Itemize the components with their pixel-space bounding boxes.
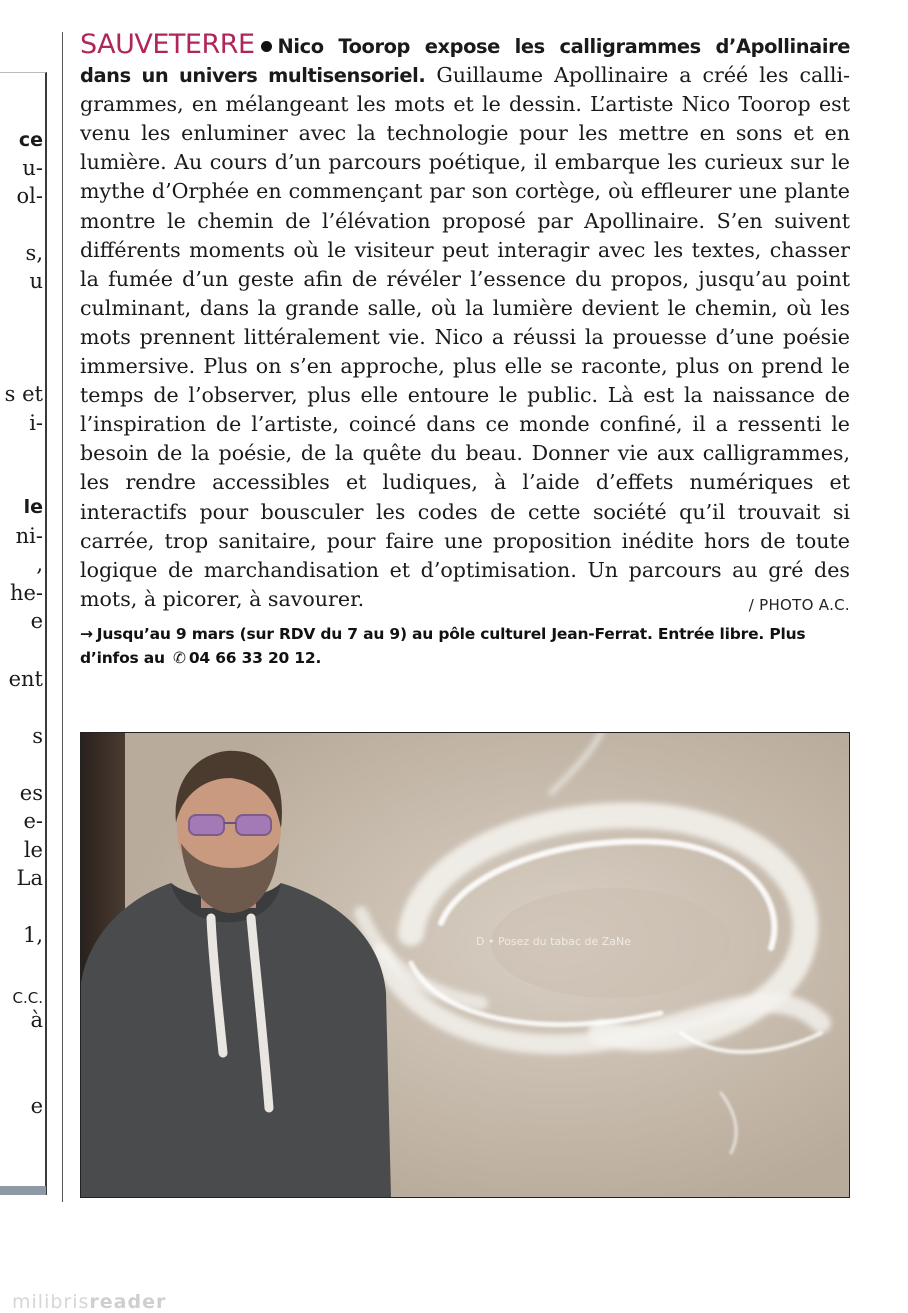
adjacent-column-fragment: es <box>19 781 43 805</box>
watermark-suffix: reader <box>89 1291 167 1313</box>
artist-portrait <box>81 733 411 1197</box>
adjacent-column-fragment: u- <box>22 156 43 180</box>
info-line <box>80 622 850 670</box>
adjacent-column-fragment: le <box>23 496 43 518</box>
photo-credit: / PHOTO A.C. <box>748 595 850 614</box>
adjacent-column-fragment: e <box>30 609 43 633</box>
adjacent-column-fragment: ce <box>18 129 43 151</box>
adjacent-column-fragment: s et <box>4 382 43 406</box>
adjacent-column-fragment: , <box>36 552 43 576</box>
article-text <box>80 30 850 614</box>
article <box>80 30 850 670</box>
adjacent-column-fragment: s, <box>25 241 43 265</box>
article-headline: Nico Toorop expose les calligrammes d’Apollinaire dans un univers multisensoriel. <box>80 35 850 88</box>
milibris-reader-watermark <box>12 1291 166 1313</box>
phone-number: 04 66 33 20 12. <box>188 648 322 667</box>
adjacent-column-fragment: La <box>16 866 43 890</box>
bullet-icon <box>261 41 272 52</box>
article-photo <box>80 732 850 1198</box>
adjacent-column-fragment: à <box>30 1008 43 1032</box>
projected-text: D • Posez du tabac de ZaNe <box>476 935 631 948</box>
adjacent-column-fragment: ent <box>8 667 43 691</box>
adjacent-column-fragment: e <box>30 1094 43 1118</box>
adjacent-column <box>0 72 47 1195</box>
column-divider <box>62 32 63 1202</box>
info-text: Jusqu’au 9 mars (sur RDV du 7 au 9) au pôle culturel Jean-Ferrat. Entrée libre. Plus d’infos au <box>80 624 806 667</box>
adjacent-column-fragment: ni- <box>15 524 43 548</box>
column-footer-bar <box>0 1186 46 1195</box>
phone-icon: ✆ <box>173 648 186 667</box>
adjacent-column-fragment: 1, <box>22 923 43 947</box>
adjacent-column-fragment: u <box>29 269 43 293</box>
watermark-prefix: milibris <box>12 1291 90 1313</box>
adjacent-column-fragment: C.C. <box>12 989 43 1007</box>
adjacent-column-fragment: i- <box>29 411 43 435</box>
kicker-location: SAUVETERRE <box>80 29 255 60</box>
article-body: Guillaume Apollinaire a créé les calligrammes, en mélangeant les mots et le dessin. L’artiste Nico Toorop est venu les enluminer avec la technologie pour les mettre en sons et en lumière. Au cours d’un parcours poétique, il embarque les curieux sur le mythe d’Orphée en commençant par son cortège, où effleurer une plante montre le chemin de l’élévation proposé par Apollinaire. S’en suivent différents moments où le visiteur peut interagir avec les textes, chasser la fumée d’un geste afin de révéler l’essence du propos, jusqu’au point culminant, dans la grande salle, où la lumière devient le chemin, où les mots prennent littéralement vie. Nico a réussi la prouesse d’une poésie immersive. Plus on s’en approche, plus elle se raconte, plus on prend le temps de l’observer, plus elle entoure le public. Là est la naissance de l’inspiration de l’artiste, coincé dans ce monde confiné, il a ressenti le besoin de la poésie, de la quête du beau. Donner vie aux calligrammes, les rendre accessibles et ludiques, à l’aide d’effets numériques et interactifs pour bousculer les codes de cette société qu’il trouvait si carrée, trop sanitaire, pour faire une proposition inédite hors de toute logique de marchandisation et d’optimisation. Un parcours au gré des mots, à picorer, à savourer. <box>80 63 850 611</box>
adjacent-column-fragment: le <box>23 838 43 862</box>
adjacent-column-fragment: s <box>32 724 43 748</box>
arrow-right-icon: → <box>80 624 93 643</box>
adjacent-column-fragment: ol- <box>16 184 43 208</box>
adjacent-column-fragment: he- <box>9 581 43 605</box>
adjacent-column-fragment: e- <box>23 809 43 833</box>
